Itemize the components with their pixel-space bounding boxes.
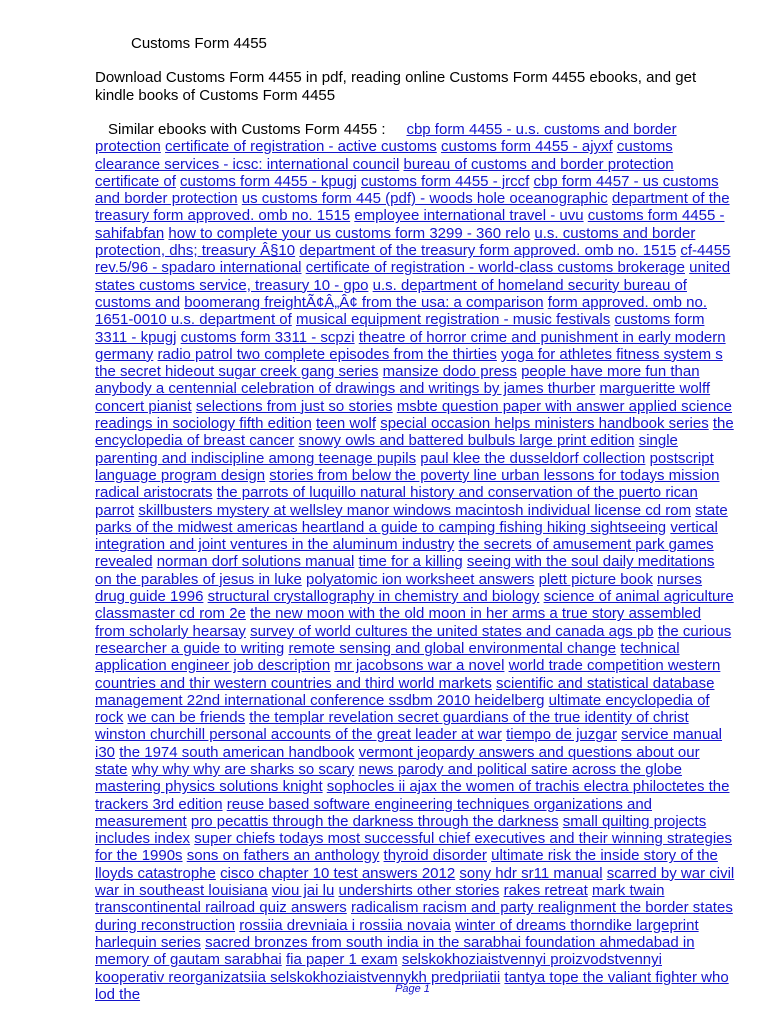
ebook-link[interactable]: musical equipment registration - music festivals <box>295 311 611 329</box>
ebook-link[interactable]: mark twain transcontinental railroad quiz answers <box>95 882 665 917</box>
ebook-link[interactable]: cbp form 4457 - us customs and border protection <box>95 172 719 208</box>
ebook-link[interactable]: undershirts other stories <box>338 882 500 900</box>
ebook-link[interactable]: world trade competition western countries and thir western countries and third world markets <box>95 657 721 692</box>
ebook-link[interactable]: winter of dreams thorndike largeprint harlequin series <box>95 916 699 951</box>
ebook-link[interactable]: u.s. customs and border protection, dhs; treasury Â§10 <box>95 224 696 260</box>
ebook-link[interactable]: selections from just so stories <box>195 397 393 415</box>
ebook-link[interactable]: cf-4455 rev.5/96 - spadaro international <box>95 242 731 277</box>
ebook-link[interactable]: nurses drug guide 1996 <box>95 570 703 606</box>
ebook-link[interactable]: special occasion helps ministers handbook series <box>380 415 709 433</box>
ebook-link[interactable]: reuse based software engineering techniques organizations and measurement <box>95 795 653 830</box>
ebook-link[interactable]: structural crystallography in chemistry and biology <box>207 588 540 606</box>
ebook-link[interactable]: norman dorf solutions manual <box>156 553 355 571</box>
ebook-link[interactable]: we can be friends <box>127 709 246 727</box>
ebook-link[interactable]: paul klee the dusseldorf collection <box>420 449 646 467</box>
ebook-link[interactable]: the secret hideout sugar creek gang series <box>95 363 379 381</box>
ebook-link[interactable]: the 1974 south american handbook <box>119 743 355 761</box>
ebook-link[interactable]: the new moon with the old moon in her arms a true story assembled from scholarly hearsay <box>95 605 702 640</box>
ebook-link[interactable]: vertical integration and joint ventures in the aluminum industry <box>95 518 718 554</box>
ebook-link[interactable]: bureau of customs and border protection certificate of <box>95 155 674 190</box>
ebook-link[interactable]: time for a killing <box>358 553 463 571</box>
ebook-link[interactable]: vermont jeopardy answers and questions about our state <box>95 743 700 778</box>
ebook-link[interactable]: sons on fathers an anthology <box>186 847 380 865</box>
ebook-link[interactable]: teen wolf <box>315 415 377 433</box>
ebook-link[interactable]: cisco chapter 10 test answers 2012 <box>220 864 456 882</box>
ebook-link[interactable]: u.s. department of homeland security bureau of customs and <box>95 276 687 311</box>
ebook-link[interactable]: customs form 4455 - kpugj <box>180 172 357 190</box>
ebook-link[interactable]: sony hdr sr11 manual <box>459 864 603 882</box>
ebook-link[interactable]: snowy owls and battered bulbuls large print edition <box>298 432 635 450</box>
ebook-link[interactable]: skillbusters mystery at wellsley manor windows macintosh individual license cd rom <box>138 501 692 519</box>
ebook-link[interactable]: department of the treasury form approved. omb no. 1515 <box>299 242 677 260</box>
ebook-link[interactable]: certificate of registration - world-class customs brokerage <box>305 259 685 277</box>
ebook-link[interactable]: the templar revelation secret guardians of the true identity of christ <box>249 709 689 727</box>
ebook-link[interactable]: us customs form 445 (pdf) - woods hole oceanographic <box>241 190 608 208</box>
ebook-link[interactable]: ultimate encyclopedia of rock <box>95 691 710 727</box>
ebook-link[interactable]: news parody and political satire across the globe <box>358 760 682 778</box>
ebook-link[interactable]: certificate of registration - active customs <box>165 138 437 156</box>
ebook-link[interactable]: state parks of the midwest americas heartland a guide to camping fishing hiking sightseeing <box>95 501 728 536</box>
ebook-link[interactable]: form approved. omb no. 1651-0010 u.s. department of <box>95 293 708 329</box>
ebook-link[interactable]: msbte question paper with answer applied science <box>396 397 733 415</box>
ebook-link[interactable]: department of the treasury form approved. omb no. 1515 <box>95 190 730 225</box>
ebook-link[interactable]: single parenting and indiscipline among teenage pupils <box>95 432 678 467</box>
ebook-link[interactable]: mr jacobsons war a novel <box>334 657 505 675</box>
ebook-link[interactable]: remote sensing and global environmental change <box>288 639 617 657</box>
ebook-link[interactable]: sophocles ii ajax the women of trachis electra philoctetes the trackers 3rd edition <box>95 778 730 813</box>
ebook-link[interactable]: cbp form 4455 - u.s. customs and border protection <box>95 121 677 156</box>
ebook-link[interactable]: ultimate risk the inside story of the lloyds catastrophe <box>95 847 718 882</box>
ebook-link[interactable]: the encyclopedia of breast cancer <box>95 415 734 450</box>
ebook-link[interactable]: margueritte wolff concert pianist <box>95 380 711 415</box>
ebook-link[interactable]: readings in sociology fifth edition <box>95 415 312 433</box>
ebook-link[interactable]: radicalism racism and party realignment the border states during reconstruction <box>95 899 733 934</box>
ebook-link[interactable]: customs clearance services - icsc: international council <box>95 138 673 173</box>
ebook-link[interactable]: selskokhoziaistvennyi proizvodstvennyi kooperativ reorganizatsiia selskokhoziaistvennykh predpriiatii <box>95 951 662 986</box>
ebook-link[interactable]: mansize dodo press <box>382 363 517 381</box>
ebook-link[interactable]: radical aristocrats <box>95 484 213 502</box>
ebook-link[interactable]: customs form 3311 - kpugj <box>95 311 705 346</box>
similar-ebooks-section <box>95 121 735 1003</box>
ebook-link[interactable]: the curious researcher a guide to writing <box>95 622 732 657</box>
ebook-link[interactable]: how to complete your us customs form 3299 - 360 relo <box>168 224 531 242</box>
ebook-link[interactable]: radio patrol two complete episodes from the thirties <box>157 345 497 363</box>
ebook-link[interactable]: polyatomic ion worksheet answers <box>305 570 535 588</box>
ebook-link[interactable]: small quilting projects includes index <box>95 812 707 848</box>
ebook-link[interactable]: technical application engineer job description <box>95 639 680 675</box>
ebook-link[interactable]: super chiefs todays most successful chief executives and their winning strategies for the 1990s <box>95 830 733 865</box>
page-number: Page 1 <box>395 983 430 995</box>
ebook-link[interactable]: why why why are sharks so scary <box>131 760 355 778</box>
ebook-link[interactable]: united states customs service, treasury 10 - gpo <box>95 259 731 294</box>
similar-ebooks-label: Similar ebooks with Customs Form 4455 : <box>108 121 386 138</box>
ebook-link[interactable]: thyroid disorder <box>383 847 487 865</box>
intro-paragraph: Download Customs Form 4455 in pdf, reading online Customs Form 4455 ebooks, and get kindle books of Customs Form 4455 <box>95 69 697 104</box>
ebook-link[interactable]: yoga for athletes fitness system s <box>501 345 723 363</box>
ebook-link[interactable]: postscript language program design <box>95 449 714 484</box>
ebook-link[interactable]: survey of world cultures the united states and canada ags pb <box>250 622 654 640</box>
ebook-link[interactable]: customs form 3311 - scpzi <box>180 328 355 346</box>
ebook-link[interactable]: fia paper 1 exam <box>285 951 398 969</box>
ebook-link[interactable]: plett picture book <box>538 570 653 588</box>
ebook-link[interactable]: rakes retreat <box>503 882 588 900</box>
ebook-link[interactable]: theatre of horror crime and punishment in early modern germany <box>95 328 726 363</box>
ebook-link[interactable]: the secrets of amusement park games revealed <box>95 536 714 571</box>
ebook-link[interactable]: tiempo de juzgar <box>506 726 617 744</box>
ebook-link[interactable]: rossiia drevniaia i rossiia novaia <box>239 916 452 934</box>
ebook-link[interactable]: pro pecattis through the darkness through the darkness <box>190 812 559 830</box>
ebook-link[interactable]: seeing with the soul daily meditations on the parables of jesus in luke <box>95 553 715 588</box>
ebook-link[interactable]: customs form 4455 - jrccf <box>360 172 530 190</box>
ebook-link[interactable]: boomerang freightÃ¢Â„Â¢ from the usa: a comparison <box>184 293 544 311</box>
ebook-link[interactable]: tantya tope the valiant fighter who lod the <box>95 968 729 1003</box>
page-title: Customs Form 4455 <box>131 35 267 52</box>
ebook-link[interactable]: customs form 4455 - ajyxf <box>440 138 613 156</box>
ebook-link[interactable]: service manual i30 <box>95 726 723 761</box>
ebook-link[interactable]: science of animal agriculture classmaster cd rom 2e <box>95 588 734 623</box>
ebook-link[interactable]: sacred bronzes from south india in the sarabhai foundation ahmedabad in memory of gautam sarabhai <box>95 933 695 969</box>
ebook-link[interactable]: employee international travel - uvu <box>354 207 584 225</box>
ebook-link[interactable]: the parrots of luquillo natural history and conservation of the puerto rican parrot <box>95 484 698 519</box>
ebook-link[interactable]: customs form 4455 - sahifabfan <box>95 207 725 242</box>
ebook-link[interactable]: mastering physics solutions knight <box>95 778 323 796</box>
ebook-link[interactable]: winston churchill personal accounts of the great leader at war <box>95 726 502 744</box>
ebook-link[interactable]: stories from below the poverty line urban lessons for todays mission <box>269 466 720 484</box>
ebook-link[interactable]: viou jai lu <box>271 882 335 900</box>
ebook-link[interactable]: people have more fun than anybody a centennial celebration of drawings and writings by james thurber <box>95 363 700 398</box>
ebook-link[interactable]: scarred by war civil war in southeast louisiana <box>95 864 735 900</box>
ebook-link[interactable]: scientific and statistical database management 22nd international conference ssdbm 2010 heidelberg <box>95 674 715 709</box>
